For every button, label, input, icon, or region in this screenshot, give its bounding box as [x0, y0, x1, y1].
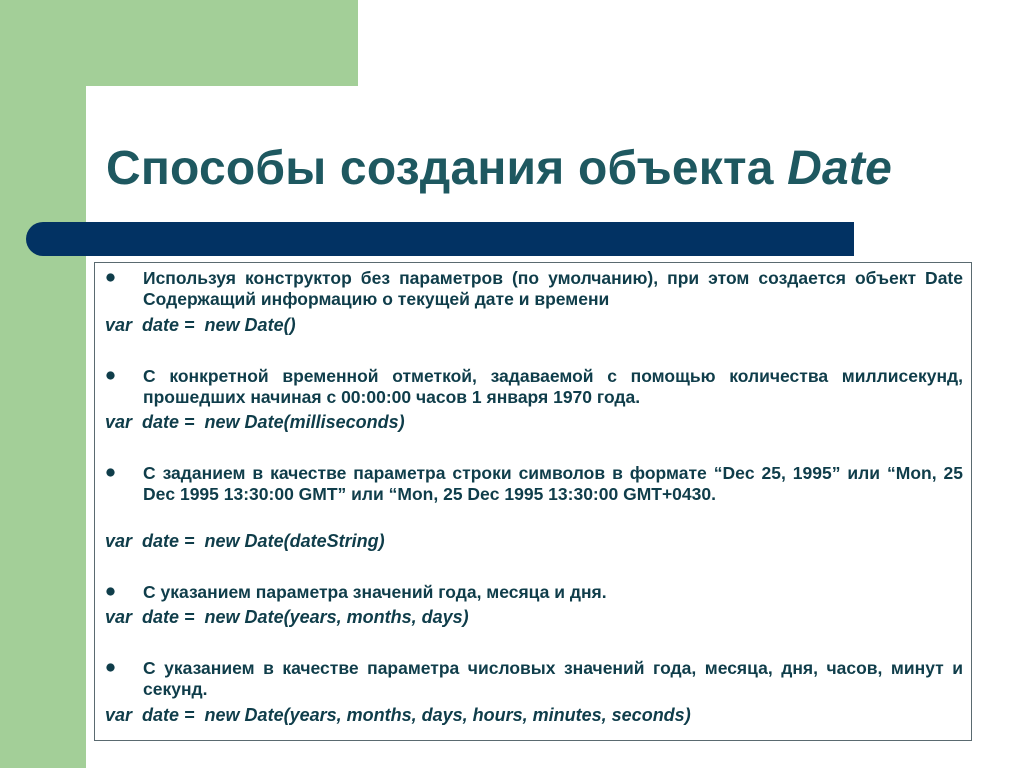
bullet-icon [106, 587, 114, 595]
bullet-item [105, 366, 963, 408]
green-side-panel [0, 0, 86, 768]
content-box [94, 262, 972, 741]
slide-title-italic: Date [787, 142, 893, 195]
bullet-item [105, 463, 963, 505]
green-top-panel [0, 0, 358, 86]
code-line: var date = new Date() [105, 315, 296, 335]
bullet-text: С заданием в качестве параметра строки символов в формате “Dec 25, 1995” или “Mon, 25 Dec 1995 13:30:00 GMT” или “Mon, 25 Dec 1995 13:30:00 GMT+0430. [143, 463, 963, 504]
code-line: var date = new Date(years, months, days, hours, minutes, seconds) [105, 705, 691, 725]
bullet-icon [106, 663, 114, 671]
bullet-text: С конкретной временной отметкой, задаваемой с помощью количества миллисекунд, прошедших начиная с 00:00:00 часов 1 января 1970 года. [143, 366, 963, 407]
code-line: var date = new Date(dateString) [105, 531, 385, 551]
bullet-icon [106, 371, 114, 379]
slide-title-main: Способы создания объекта [106, 142, 788, 195]
bullet-text: Используя конструктор без параметров (по умолчанию), при этом создается объект Date Содержащий информацию о текущей дате и времени [143, 268, 963, 309]
bullet-text: С указанием параметра значений года, месяца и дня. [143, 582, 607, 602]
bullet-item [105, 658, 963, 700]
slide-title [106, 141, 892, 196]
bullet-item [105, 268, 963, 310]
bullet-icon [106, 468, 114, 476]
bullet-text: С указанием в качестве параметра числовых значений года, месяца, дня, часов, минут и секунд. [143, 658, 963, 699]
title-underline-bar [26, 222, 854, 256]
bullet-icon [106, 273, 114, 281]
bullet-item [105, 582, 963, 603]
code-line: var date = new Date(milliseconds) [105, 412, 405, 432]
code-line: var date = new Date(years, months, days) [105, 607, 469, 627]
